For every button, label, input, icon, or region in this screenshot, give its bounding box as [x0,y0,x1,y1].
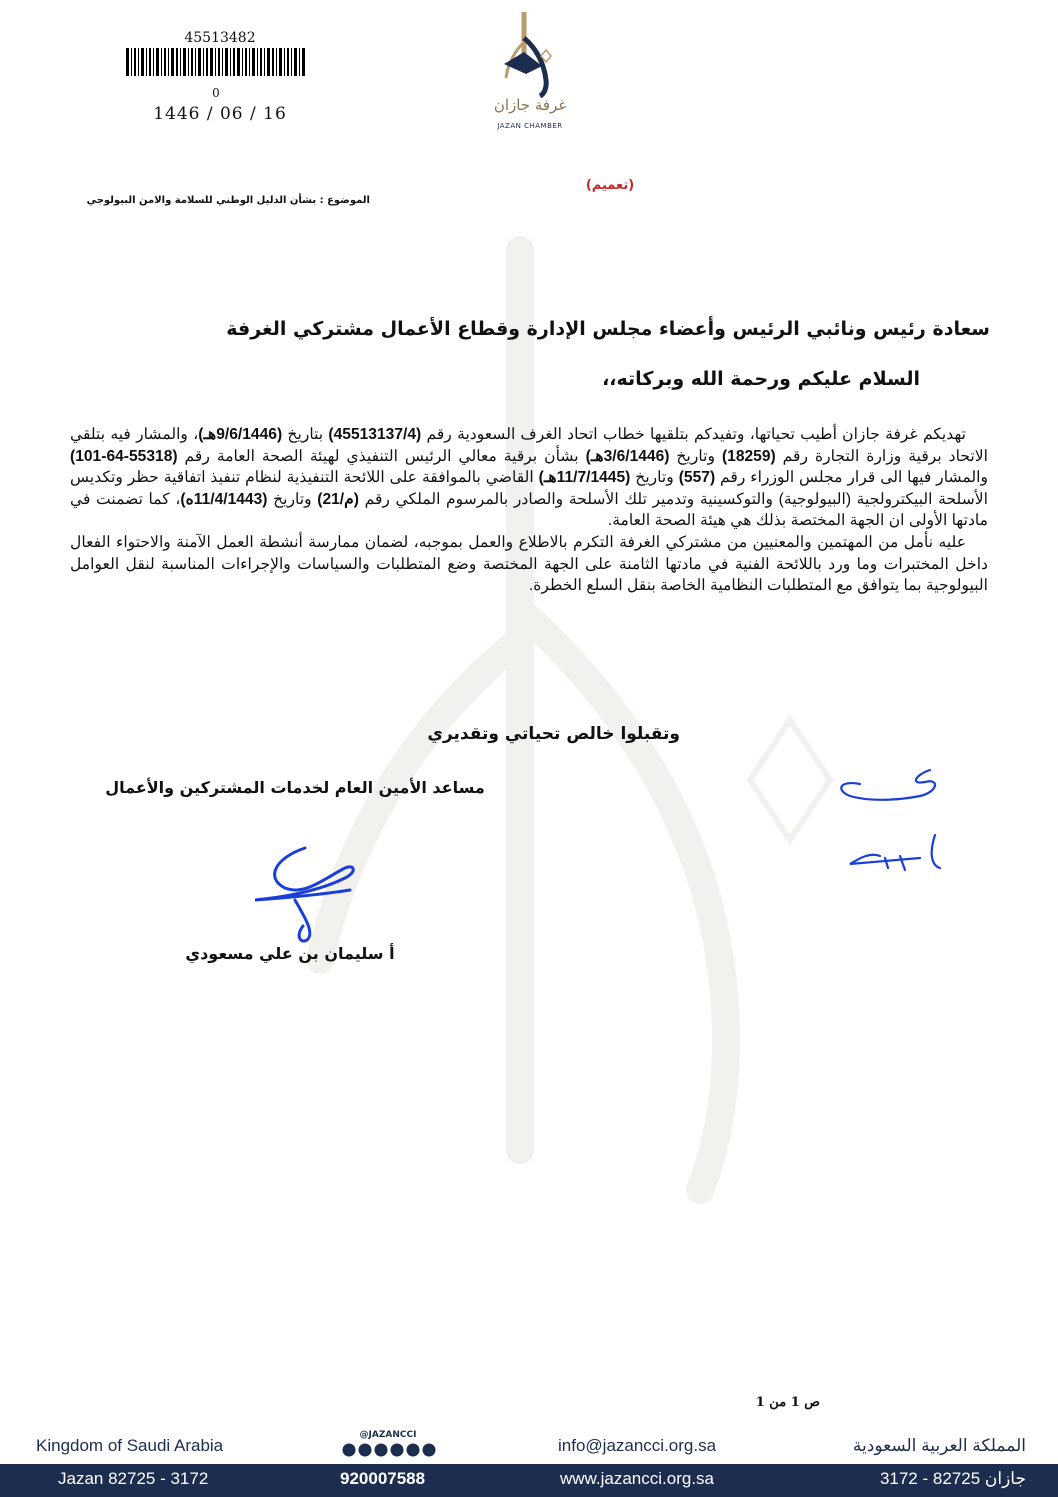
logo-text-arabic: غرفة جازان [493,96,567,114]
addressee-line: سعادة رئيس ونائبي الرئيس وأعضاء مجلس الإدارة وقطاع الأعمال مشتركي الغرفة [226,318,990,340]
youtube-icon[interactable] [407,1444,420,1457]
footer-social-handle[interactable]: @JAZANCCI [359,1430,417,1440]
social-icons [342,1443,438,1457]
initials-icon [830,760,950,890]
linkedin-icon[interactable] [423,1444,436,1457]
signer-title: مساعد الأمين العام لخدمات المشتركين والأعمال [105,778,485,797]
facebook-icon[interactable] [375,1444,388,1457]
footer-country-ar: المملكة العربية السعودية [852,1436,1026,1455]
jazan-chamber-logo-icon [496,8,556,98]
barcode-icon [126,48,306,82]
footer-country-en: Kingdom of Saudi Arabia [36,1436,224,1455]
barcode-caption: 0 [212,86,220,100]
hijri-date: 1446 / 06 / 16 [153,104,287,124]
circular-label: (تعميم) [585,178,635,193]
signature-icon [245,838,365,948]
subject-line: الموضوع : بشأن الدليل الوطني للسلامة والامن البيولوجي [86,195,370,206]
footer-phone[interactable]: 920007588 [340,1469,426,1488]
letter-body [70,424,988,597]
logo-text-english: JAZAN CHAMBER [497,122,563,130]
reference-number: 45513482 [184,30,256,46]
footer-address-en: Jazan 82725 - 3172 [58,1469,209,1488]
instagram-icon[interactable] [391,1444,404,1457]
footer-address-ar: جازان 82725 - 3172 [879,1469,1026,1488]
footer-website[interactable]: www.jazancci.org.sa [560,1469,715,1488]
signer-name: أ سليمان بن علي مسعودي [185,944,395,963]
snapchat-icon[interactable] [343,1444,356,1457]
body-paragraph-1: تهديكم غرفة جازان أطيب تحياتها، وتفيدكم بتلقيها خطاب اتحاد الغرف السعودية رقم (45513137/4) بتاريخ (9/6/1446هـ)، والمشار فيه بتلقي الاتحاد برقية وزارة التجارة رقم (18259) وتاريخ (3/6/1446هـ) بشأن برقية معالي الرئيس التنفيذي لهيئة الصحة العامة رقم (55318-64-101) والمشار فيها الى قرار مجلس الوزراء رقم (557) وتاريخ (11/7/1445هـ) القاضي بالموافقة على اللائحة التنفيذية لنظام تنفيذ اتفاقية حظر وتكديس الأسلحة البيكترولجية (البيولوجية) والتوكسينية وتدمير تلك الأسلحة والصادر بالمرسوم الملكي رقم (م/21) وتاريخ (11/4/1443ه)، كما تضمنت في مادتها الأولى ان الجهة المختصة بذلك هي هيئة الصحة العامة. [70,426,988,530]
body-paragraph-2: عليه نأمل من المهتمين والمعنيين من مشتركي الغرفة التكرم بالاطلاع والعمل بموجبه، لضمان ممارسة أنشطة العمل الآمنة والاحتواء الفعال داخل المختبرات وما ورد باللائحة الفنية في مادتها الثامنة على الجهة المختصة وضع المتطلبات والسياسات والإجراءات المناسبة لنقل العوامل البيولوجية بما يتوافق مع المتطلبات النظامية الخاصة بنقل السلع الخطرة. [70,533,988,595]
footer-email[interactable]: info@jazancci.org.sa [558,1436,717,1455]
greeting-line: السلام عليكم ورحمة الله وبركاته،، [602,368,920,390]
page-number: ص 1 من 1 [755,1395,820,1410]
closing-line: وتقبلوا خالص تحياتي وتقديري [427,724,680,744]
x-icon[interactable] [359,1444,372,1457]
